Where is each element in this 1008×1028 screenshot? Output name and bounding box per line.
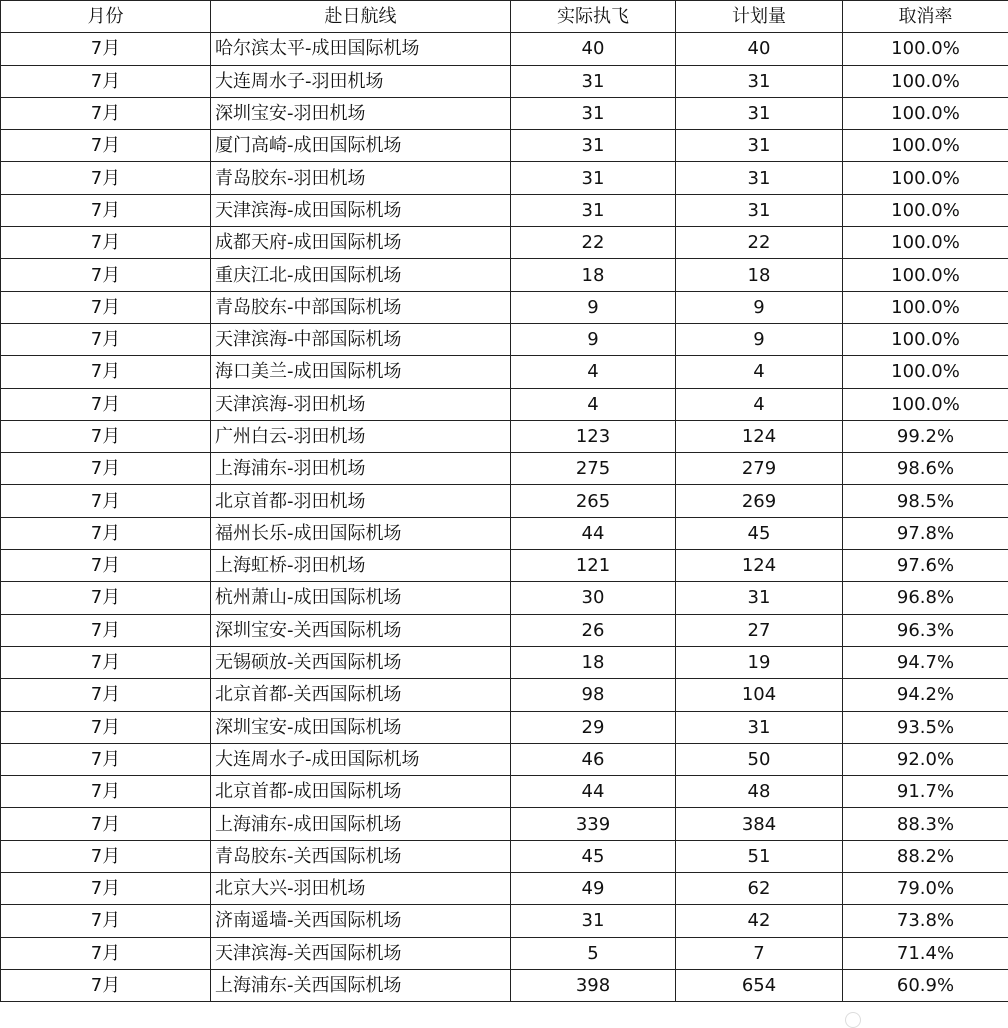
cell-route[interactable]: 上海虹桥-羽田机场 (211, 550, 511, 582)
cell-route[interactable]: 北京首都-关西国际机场 (211, 679, 511, 711)
header-rate[interactable]: 取消率 (843, 1, 1008, 33)
cell-route[interactable]: 天津滨海-中部国际机场 (211, 323, 511, 355)
cell-rate[interactable]: 100.0% (843, 97, 1008, 129)
header-month[interactable]: 月份 (1, 1, 211, 33)
cell-actual[interactable]: 4 (511, 356, 676, 388)
table-row (1, 873, 1008, 905)
cell-rate[interactable]: 60.9% (843, 969, 1008, 1001)
cell-rate[interactable]: 93.5% (843, 711, 1008, 743)
cell-month[interactable]: 7月 (1, 97, 211, 129)
table-row (1, 937, 1008, 969)
header-row (1, 1, 1008, 33)
cell-month[interactable]: 7月 (1, 905, 211, 937)
cell-month[interactable]: 7月 (1, 388, 211, 420)
cell-month[interactable]: 7月 (1, 291, 211, 323)
cell-plan[interactable]: 269 (676, 485, 843, 517)
table-row (1, 130, 1008, 162)
cell-route[interactable]: 上海浦东-成田国际机场 (211, 808, 511, 840)
cell-actual[interactable]: 398 (511, 969, 676, 1001)
cell-plan[interactable]: 31 (676, 130, 843, 162)
cell-plan[interactable]: 124 (676, 420, 843, 452)
cell-plan[interactable]: 31 (676, 711, 843, 743)
table-header (1, 1, 1008, 33)
table-row (1, 194, 1008, 226)
cell-month[interactable]: 7月 (1, 776, 211, 808)
cell-actual[interactable]: 22 (511, 227, 676, 259)
cell-rate[interactable]: 97.6% (843, 550, 1008, 582)
table-row (1, 33, 1008, 65)
cell-rate[interactable]: 100.0% (843, 33, 1008, 65)
cell-route[interactable]: 杭州萧山-成田国际机场 (211, 582, 511, 614)
cell-plan[interactable]: 279 (676, 453, 843, 485)
cell-rate[interactable]: 100.0% (843, 194, 1008, 226)
cell-rate[interactable]: 99.2% (843, 420, 1008, 452)
cell-route[interactable]: 青岛胶东-羽田机场 (211, 162, 511, 194)
cell-rate[interactable]: 100.0% (843, 130, 1008, 162)
cell-actual[interactable]: 29 (511, 711, 676, 743)
cell-month[interactable]: 7月 (1, 356, 211, 388)
cell-route[interactable]: 北京首都-羽田机场 (211, 485, 511, 517)
table-row (1, 646, 1008, 678)
cell-month[interactable]: 7月 (1, 969, 211, 1001)
cell-month[interactable]: 7月 (1, 453, 211, 485)
watermark-icon (845, 1012, 861, 1028)
cell-plan[interactable]: 22 (676, 227, 843, 259)
cell-month[interactable]: 7月 (1, 743, 211, 775)
cell-month[interactable]: 7月 (1, 323, 211, 355)
cell-plan[interactable]: 9 (676, 291, 843, 323)
cell-month[interactable]: 7月 (1, 550, 211, 582)
cell-actual[interactable]: 26 (511, 614, 676, 646)
cell-actual[interactable]: 9 (511, 291, 676, 323)
cell-month[interactable]: 7月 (1, 517, 211, 549)
cell-plan[interactable]: 18 (676, 259, 843, 291)
table-row (1, 776, 1008, 808)
cell-rate[interactable]: 100.0% (843, 323, 1008, 355)
cell-route[interactable]: 深圳宝安-羽田机场 (211, 97, 511, 129)
cell-actual[interactable]: 339 (511, 808, 676, 840)
cell-route[interactable]: 北京首都-成田国际机场 (211, 776, 511, 808)
cell-month[interactable]: 7月 (1, 582, 211, 614)
cell-month[interactable]: 7月 (1, 937, 211, 969)
cell-rate[interactable]: 100.0% (843, 259, 1008, 291)
cell-route[interactable]: 青岛胶东-关西国际机场 (211, 840, 511, 872)
cell-actual[interactable]: 265 (511, 485, 676, 517)
table-body (1, 33, 1008, 1002)
cell-rate[interactable]: 96.8% (843, 582, 1008, 614)
table-row (1, 162, 1008, 194)
cell-plan[interactable]: 48 (676, 776, 843, 808)
cell-rate[interactable]: 94.7% (843, 646, 1008, 678)
cell-plan[interactable]: 45 (676, 517, 843, 549)
cell-rate[interactable]: 96.3% (843, 614, 1008, 646)
cell-plan[interactable]: 27 (676, 614, 843, 646)
cell-actual[interactable]: 31 (511, 130, 676, 162)
cell-plan[interactable]: 31 (676, 582, 843, 614)
cell-month[interactable]: 7月 (1, 646, 211, 678)
table-row (1, 808, 1008, 840)
cell-plan[interactable]: 4 (676, 388, 843, 420)
cell-month[interactable]: 7月 (1, 130, 211, 162)
cell-route[interactable]: 深圳宝安-关西国际机场 (211, 614, 511, 646)
cell-month[interactable]: 7月 (1, 711, 211, 743)
cell-month[interactable]: 7月 (1, 485, 211, 517)
cell-route[interactable]: 海口美兰-成田国际机场 (211, 356, 511, 388)
table-row (1, 614, 1008, 646)
header-plan[interactable]: 计划量 (676, 1, 843, 33)
table-row (1, 969, 1008, 1001)
cell-month[interactable]: 7月 (1, 259, 211, 291)
cell-actual[interactable]: 31 (511, 65, 676, 97)
table-row (1, 453, 1008, 485)
cell-plan[interactable]: 50 (676, 743, 843, 775)
cell-month[interactable]: 7月 (1, 873, 211, 905)
table-row (1, 743, 1008, 775)
header-actual[interactable]: 实际执飞 (511, 1, 676, 33)
cell-rate[interactable]: 100.0% (843, 388, 1008, 420)
cell-route[interactable]: 哈尔滨太平-成田国际机场 (211, 33, 511, 65)
cell-actual[interactable]: 18 (511, 259, 676, 291)
cell-plan[interactable]: 124 (676, 550, 843, 582)
cell-route[interactable]: 无锡硕放-关西国际机场 (211, 646, 511, 678)
table-row (1, 679, 1008, 711)
cell-route[interactable]: 广州白云-羽田机场 (211, 420, 511, 452)
cell-route[interactable]: 深圳宝安-成田国际机场 (211, 711, 511, 743)
cell-actual[interactable]: 9 (511, 323, 676, 355)
table-row (1, 97, 1008, 129)
table-row (1, 582, 1008, 614)
cell-actual[interactable]: 121 (511, 550, 676, 582)
cell-month[interactable]: 7月 (1, 614, 211, 646)
table-row (1, 517, 1008, 549)
table-row (1, 259, 1008, 291)
cell-rate[interactable]: 100.0% (843, 291, 1008, 323)
cell-actual[interactable]: 31 (511, 194, 676, 226)
cell-rate[interactable]: 92.0% (843, 743, 1008, 775)
table-row (1, 905, 1008, 937)
table-row (1, 388, 1008, 420)
cell-route[interactable]: 福州长乐-成田国际机场 (211, 517, 511, 549)
cell-plan[interactable]: 62 (676, 873, 843, 905)
table-row (1, 550, 1008, 582)
cell-actual[interactable]: 31 (511, 162, 676, 194)
cell-rate[interactable]: 97.8% (843, 517, 1008, 549)
table-row (1, 840, 1008, 872)
cell-rate[interactable]: 100.0% (843, 356, 1008, 388)
cell-plan[interactable]: 654 (676, 969, 843, 1001)
cell-route[interactable]: 北京大兴-羽田机场 (211, 873, 511, 905)
cell-month[interactable]: 7月 (1, 227, 211, 259)
cell-route[interactable]: 大连周水子-成田国际机场 (211, 743, 511, 775)
cell-actual[interactable]: 31 (511, 905, 676, 937)
cell-route[interactable]: 厦门高崎-成田国际机场 (211, 130, 511, 162)
cell-route[interactable]: 上海浦东-羽田机场 (211, 453, 511, 485)
cell-actual[interactable]: 5 (511, 937, 676, 969)
cell-plan[interactable]: 31 (676, 65, 843, 97)
cell-route[interactable]: 重庆江北-成田国际机场 (211, 259, 511, 291)
cell-month[interactable]: 7月 (1, 808, 211, 840)
header-route[interactable]: 赴日航线 (211, 1, 511, 33)
table-row (1, 485, 1008, 517)
table-row (1, 291, 1008, 323)
cell-actual[interactable]: 31 (511, 97, 676, 129)
cell-actual[interactable]: 275 (511, 453, 676, 485)
cell-rate[interactable]: 98.5% (843, 485, 1008, 517)
cell-actual[interactable]: 45 (511, 840, 676, 872)
cell-plan[interactable]: 4 (676, 356, 843, 388)
table-row (1, 356, 1008, 388)
cell-plan[interactable]: 31 (676, 162, 843, 194)
cell-rate[interactable]: 94.2% (843, 679, 1008, 711)
cell-rate[interactable]: 100.0% (843, 162, 1008, 194)
cell-month[interactable]: 7月 (1, 840, 211, 872)
cell-month[interactable]: 7月 (1, 33, 211, 65)
cell-rate[interactable]: 100.0% (843, 65, 1008, 97)
cell-actual[interactable]: 46 (511, 743, 676, 775)
cell-month[interactable]: 7月 (1, 679, 211, 711)
cell-rate[interactable]: 71.4% (843, 937, 1008, 969)
cell-actual[interactable]: 98 (511, 679, 676, 711)
cell-plan[interactable]: 104 (676, 679, 843, 711)
cell-route[interactable]: 青岛胶东-中部国际机场 (211, 291, 511, 323)
cell-route[interactable]: 大连周水子-羽田机场 (211, 65, 511, 97)
cell-rate[interactable]: 98.6% (843, 453, 1008, 485)
cell-plan[interactable]: 51 (676, 840, 843, 872)
cell-actual[interactable]: 44 (511, 776, 676, 808)
cell-actual[interactable]: 4 (511, 388, 676, 420)
cell-rate[interactable]: 79.0% (843, 873, 1008, 905)
cell-rate[interactable]: 91.7% (843, 776, 1008, 808)
cell-actual[interactable]: 30 (511, 582, 676, 614)
cell-plan[interactable]: 31 (676, 97, 843, 129)
cell-month[interactable]: 7月 (1, 420, 211, 452)
cell-route[interactable]: 成都天府-成田国际机场 (211, 227, 511, 259)
cell-plan[interactable]: 19 (676, 646, 843, 678)
cell-actual[interactable]: 44 (511, 517, 676, 549)
cell-plan[interactable]: 9 (676, 323, 843, 355)
cell-plan[interactable]: 42 (676, 905, 843, 937)
cell-rate[interactable]: 88.2% (843, 840, 1008, 872)
cell-month[interactable]: 7月 (1, 65, 211, 97)
cell-route[interactable]: 天津滨海-成田国际机场 (211, 194, 511, 226)
cell-rate[interactable]: 88.3% (843, 808, 1008, 840)
cell-plan[interactable]: 31 (676, 194, 843, 226)
cell-rate[interactable]: 73.8% (843, 905, 1008, 937)
cell-actual[interactable]: 18 (511, 646, 676, 678)
table-row (1, 65, 1008, 97)
cell-route[interactable]: 天津滨海-关西国际机场 (211, 937, 511, 969)
table-row (1, 227, 1008, 259)
cell-month[interactable]: 7月 (1, 194, 211, 226)
table-row (1, 323, 1008, 355)
cell-route[interactable]: 济南遥墙-关西国际机场 (211, 905, 511, 937)
cell-actual[interactable]: 49 (511, 873, 676, 905)
table-row (1, 420, 1008, 452)
cell-route[interactable]: 上海浦东-关西国际机场 (211, 969, 511, 1001)
cell-month[interactable]: 7月 (1, 162, 211, 194)
cell-route[interactable]: 天津滨海-羽田机场 (211, 388, 511, 420)
cell-actual[interactable]: 40 (511, 33, 676, 65)
cell-actual[interactable]: 123 (511, 420, 676, 452)
table-row (1, 711, 1008, 743)
cell-plan[interactable]: 40 (676, 33, 843, 65)
cell-plan[interactable]: 7 (676, 937, 843, 969)
cell-plan[interactable]: 384 (676, 808, 843, 840)
cell-rate[interactable]: 100.0% (843, 227, 1008, 259)
